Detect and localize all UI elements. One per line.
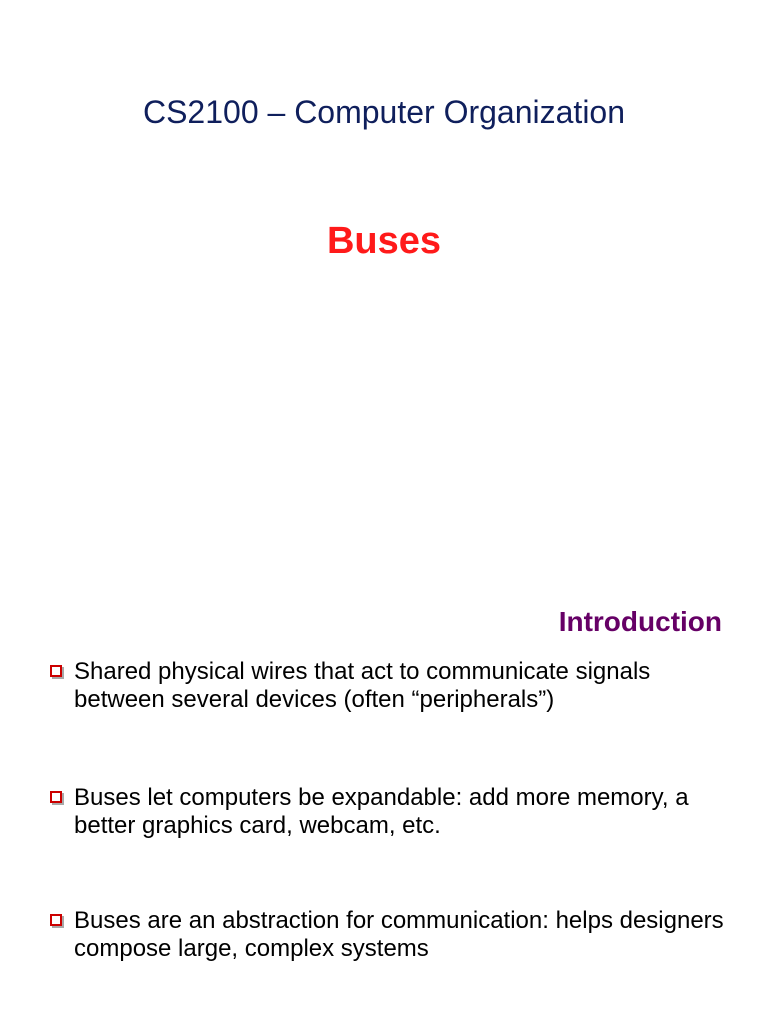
- square-bullet-icon: [50, 914, 62, 926]
- bullet-item: [50, 907, 740, 963]
- bullet-text: Buses let computers be expandable: add more memory, a better graphics card, webcam, etc.: [74, 784, 689, 839]
- bullet-text: Buses are an abstraction for communication: helps designers compose large, complex systems: [74, 907, 724, 962]
- square-bullet-icon: [50, 665, 62, 677]
- slide-title: Buses: [326, 220, 442, 262]
- bullet-text: Shared physical wires that act to communicate signals between several devices (often “peripherals”): [74, 658, 651, 713]
- square-bullet-icon: [50, 791, 62, 803]
- bullet-item: [50, 784, 740, 840]
- section-heading: Introduction: [558, 606, 722, 637]
- bullet-item: [50, 658, 740, 714]
- course-title: CS2100 – Computer Organization: [142, 94, 626, 130]
